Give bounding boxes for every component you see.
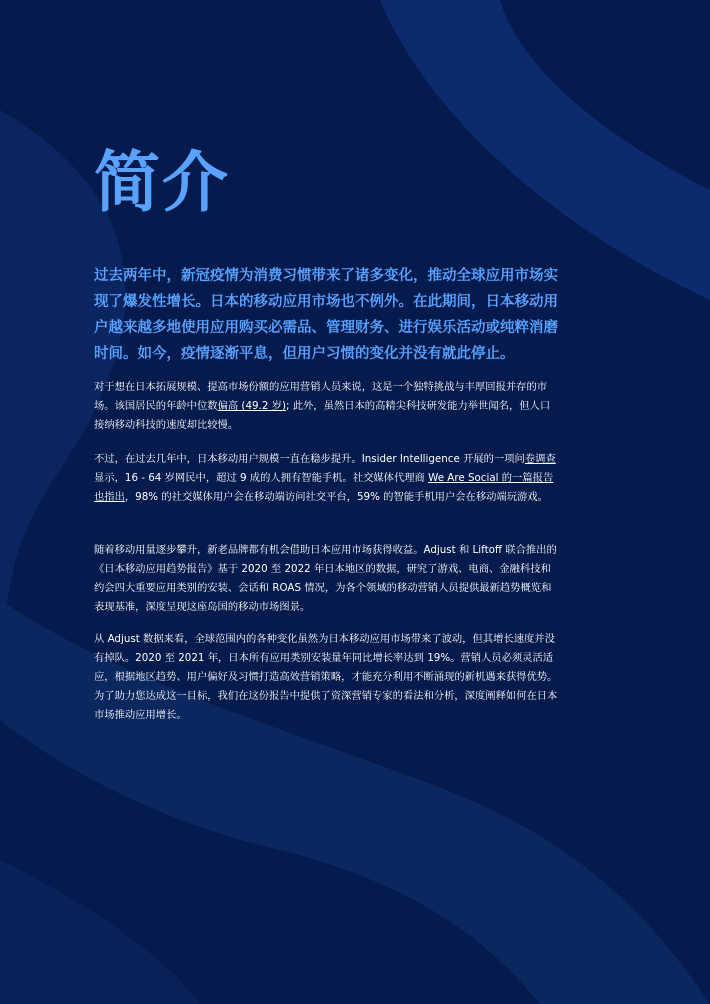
survey-link[interactable]: 卷调查 bbox=[524, 453, 556, 465]
page-title: 简介 bbox=[94, 144, 230, 221]
lead-paragraph: 过去两年中，新冠疫情为消费习惯带来了诸多变化，推动全球应用市场实现了爆发性增长。日本的移动应用市场也不例外。在此期间，日本移动用户越来越多地使用应用购买必需品、管理财务、进行娱乐活动或纯粹消磨时间。如今，疫情逐渐平息，但用户习惯的变化并没有就此停止。 bbox=[94, 268, 558, 362]
we-are-social-report-link[interactable]: We Are Social 的一篇报告也指出 bbox=[94, 472, 554, 503]
median-age-link[interactable]: 偏高 (49.2 岁) bbox=[217, 400, 286, 412]
paragraph-text: ，98% 的社交媒体用户会在移动端访问社交平台，59% 的智能手机用户会在移动端玩游戏。 bbox=[124, 491, 548, 503]
paragraph-text: 对于想在日本拓展规模、提高市场份额的应用营销人员来说，这是一个独特挑战与丰厚回报并存的市场。该国居民的年龄中位数 bbox=[94, 381, 548, 412]
paragraph-text: 不过，在过去几年中，日本移动用户规模一直在稳步提升。Insider Intelligence 开展的一项问 bbox=[94, 453, 525, 465]
body-paragraph-4: 从 Adjust 数据来看，全球范围内的各种变化虽然为日本移动应用市场带来了波动，但其增长速度并没有掉队。2020 至 2021 年，日本所有应用类别安装量年同比增长率达到 19%。营销人员必须灵活适应，根据地区趋势、用户偏好及习惯打造高效营销策略，才能充分利用不断涌现的新机遇来获得优势。为了助力您达成这一目标，我们在这份报告中提供了资深营销专家的看法和分析，深度阐释如何在日本市场推动应用增长。 bbox=[94, 633, 558, 721]
body-paragraph-3: 随着移动用量逐步攀升，新老品牌都有机会借助日本应用市场获得收益。Adjust 和 Liftoff 联合推出的《日本移动应用趋势报告》基于 2020 至 2022 年日本地区的数据，研究了游戏、电商、金融科技和约会四大重要应用类别的安装、会话和 ROAS 情况，为各个领域的移动营销人员提供最新趋势概览和表现基准，深度呈现这座岛国的移动市场图景。 bbox=[94, 544, 557, 613]
paragraph-text: ; 此外，虽然日本的高精尖科技研发能力举世闻名，但人口接纳移动科技的速度却比较慢。 bbox=[94, 400, 551, 431]
body-paragraph-2 bbox=[94, 450, 559, 507]
body-paragraph-1 bbox=[94, 378, 559, 435]
paragraph-text: 显示，16 - 64 岁网民中，超过 9 成的人拥有智能手机。社交媒体代理商 bbox=[94, 472, 429, 484]
